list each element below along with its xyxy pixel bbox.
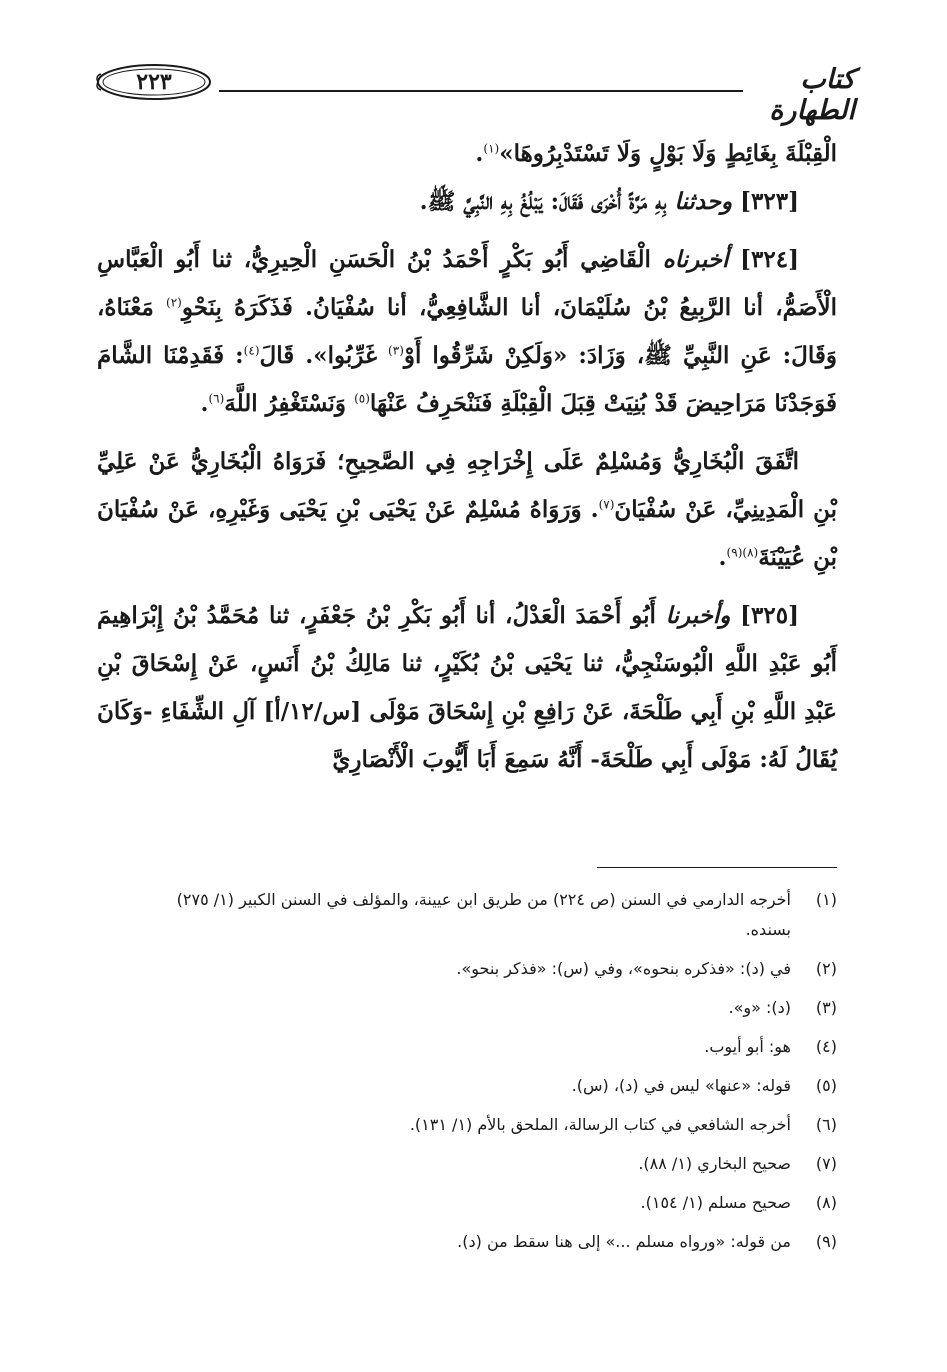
footnotes — [130, 885, 837, 1266]
hadith-text-5: وَنَسْتَغْفِرُ اللَّهَ — [224, 390, 347, 417]
footnote-ref-2: (٢) — [166, 295, 182, 310]
footnote-ref-8: (٨) — [742, 545, 759, 560]
footnote-number: (٨) — [815, 1193, 837, 1212]
footnote-ref-4: (٤) — [243, 343, 260, 358]
footnote — [130, 1149, 837, 1179]
footnote-text: أخرجه الدارمي في السنن (ص ٢٢٤) من طريق ابن عيينة، والمؤلف في السنن الكبير (١/ ٢٧٥) بسنده. — [176, 890, 791, 939]
footnote-number: (٧) — [815, 1154, 837, 1173]
continued-end: . — [475, 140, 484, 167]
footnote-ref-1: (١) — [483, 141, 500, 156]
continued-line — [97, 130, 837, 178]
agreement-text-2: . وَرَوَاهُ مُسْلِمٌ عَنْ يَحْيَى بْنِ يَحْيَى وَغَيْرِهِ، عَنْ سُفْيَانَ بْنِ عُيَيْنَةَ — [97, 496, 837, 571]
agreement-paragraph — [97, 438, 837, 582]
footnote — [130, 1110, 837, 1140]
footnote-ref-5: (٥) — [354, 391, 370, 406]
footnote-text: صحيح البخاري (١/ ٨٨). — [638, 1154, 791, 1173]
main-text — [97, 130, 837, 784]
footnote-number: (٩) — [815, 1232, 837, 1251]
hadith-323 — [97, 178, 837, 226]
footnote-ref-9: (٩) — [726, 545, 743, 560]
hadith-number: [٣٢٣] — [740, 188, 799, 215]
header-rule — [219, 90, 743, 92]
footnote-number: (١) — [815, 890, 837, 909]
hadith-325 — [97, 592, 837, 784]
footnote-ref-3: (٣) — [388, 343, 404, 358]
footnote-text: أخرجه الشافعي في كتاب الرسالة، الملحق بالأم (١/ ١٣١). — [409, 1115, 791, 1134]
footnote — [130, 954, 837, 984]
footnote-ref-7: (٧) — [598, 497, 615, 512]
footnote-number: (٢) — [815, 959, 837, 978]
footnote-ref-6: (٦) — [208, 391, 225, 406]
footnote-number: (٤) — [815, 1037, 837, 1056]
hadith-text-4: : فَقَدِمْنَا الشَّامَ فَوَجَدْنَا مَرَاحِيضَ قَدْ بُنِيَتْ قِبَلَ الْقِبْلَةِ فَنَنْحَرِفُ عَنْهَا — [97, 342, 837, 417]
agreement-text-1: اتَّفَقَ الْبُخَارِيُّ وَمُسْلِمٌ عَلَى إِخْرَاجِهِ فِي الصَّحِيحِ؛ فَرَوَاهُ الْبُخَارِيُّ عَنْ عَلِيِّ بْنِ الْمَدِينِيِّ، عَنْ سُفْيَانَ — [97, 448, 837, 523]
footnote — [130, 1188, 837, 1218]
footnote-text: قوله: «عنها» ليس في (د)، (س). — [571, 1076, 791, 1095]
footnote-text: من قوله: «ورواه مسلم ...» إلى هنا سقط من (د). — [457, 1232, 791, 1251]
hadith-number: [٣٢٥] — [740, 602, 799, 629]
hadith-text-3: غَرِّبُوا». قَالَ — [259, 342, 378, 369]
footnote-number: (٦) — [815, 1115, 837, 1134]
footnote-text: هو: أبو أيوب. — [704, 1037, 791, 1056]
hadith-number: [٣٢٤] — [740, 246, 799, 273]
footnote-separator — [597, 867, 837, 868]
hadith-text: أَبُو أَحْمَدَ الْعَدْلُ، أنا أَبُو بَكْرِ بْنُ جَعْفَرٍ، ثنا مُحَمَّدُ بْنُ إِبْرَاهِيمَ أَبُو عَبْدِ اللَّهِ الْبُوسَنْجِيُّ، ثنا يَحْيَى بْنُ بُكَيْرٍ، ثنا مَالِكُ بْنُ أَنَسٍ، عَنْ إِسْحَاقَ بْنِ عَبْدِ اللَّهِ بْنِ أَبِي طَلْحَةَ، عَنْ رَافِعِ بْنِ إِسْحَاقَ مَوْلَى [س/١٢/أ] آلِ الشِّفَاءِ -وَكَانَ يُقَالُ لَهُ: مَوْلَى أَبِي طَلْحَةَ- أَنَّهُ سَمِعَ أَبَا أَيُّوبَ الْأَنْصَارِيَّ — [97, 602, 837, 773]
hadith-text-2: مَعْنَاهُ، وَقَالَ: عَنِ النَّبِيِّ ﷺ، وَزَادَ: «وَلَكِنْ شَرِّقُوا أَوْ — [97, 294, 837, 369]
footnote — [130, 993, 837, 1023]
footnote-number: (٣) — [815, 998, 837, 1017]
narrator-word: وحدثنا — [674, 188, 733, 215]
footnote-text: صحيح مسلم (١/ ١٥٤). — [640, 1193, 791, 1212]
page-header — [95, 62, 855, 126]
footnote-text: (د): «و». — [728, 998, 791, 1017]
footnote — [130, 1227, 837, 1257]
hadith-text: بِهِ مَرَّةً أُخْرَى فَقَالَ: يَبْلُغُ بِهِ النَّبِيَّ ﷺ. — [419, 188, 667, 215]
running-title: كتاب الطهارة — [769, 64, 855, 126]
footnote — [130, 885, 837, 945]
hadith-text-1: الْقَاضِي أَبُو بَكْرٍ أَحْمَدُ بْنُ الْحَسَنِ الْحِيرِيُّ، ثنا أَبُو الْعَبَّاسِ الْأَصَمُّ، أنا الرَّبِيعُ بْنُ سُلَيْمَانَ، أنا الشَّافِعِيُّ، أنا سُفْيَانُ. فَذَكَرَهُ بِنَحْوِ — [97, 246, 838, 321]
narrator-word: وأخبرنا — [665, 602, 731, 629]
footnote-text: في (د): «فذكره بنحوه»، وفي (س): «فذكر بنحو». — [456, 959, 791, 978]
footnote — [130, 1071, 837, 1101]
agreement-end: . — [718, 544, 727, 571]
page-number: ٢٢٣ — [136, 69, 172, 95]
hadith-end: . — [200, 390, 209, 417]
footnote — [130, 1032, 837, 1062]
continued-text: الْقِبْلَةَ بِغَائِطٍ وَلَا بَوْلٍ وَلَا تَسْتَدْبِرُوهَا» — [499, 140, 837, 167]
hadith-324 — [97, 236, 837, 428]
footnote-number: (٥) — [815, 1076, 837, 1095]
narrator-word: أخبرناه — [662, 246, 729, 273]
